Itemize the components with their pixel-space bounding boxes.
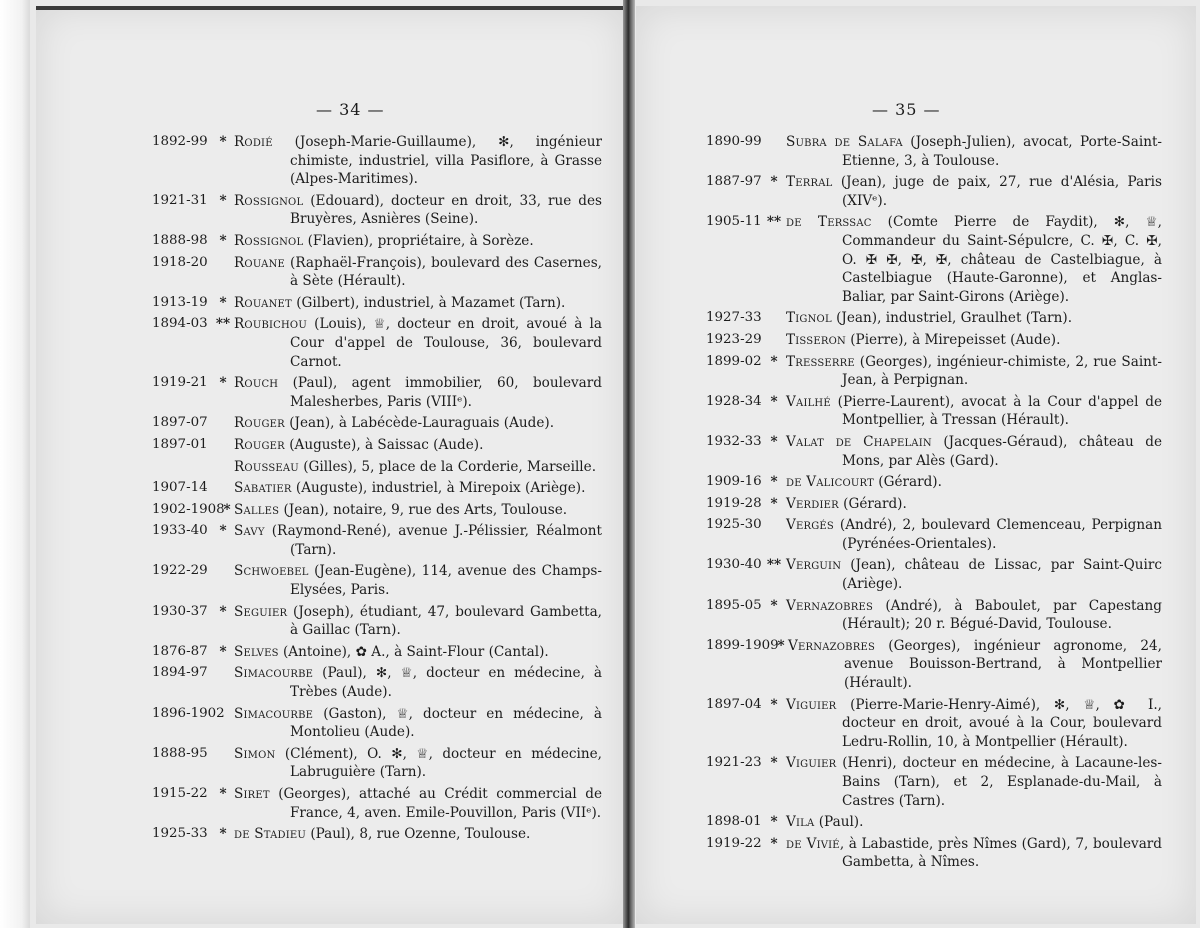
entry-name: Rouger <box>234 415 285 432</box>
entry-text <box>786 309 1162 328</box>
entry-details: (Comte Pierre de Faydit), ✻, ♕, Commandeur du Saint-Sépulcre, C. ✠, C. ✠, O. ✠ ✠, ✠, ✠, château de Castelbiague, à Castelbiague (Haute-Garonne), et Anglas-Baliar, par Saint-Girons (Ariège). <box>842 214 1162 305</box>
entry-text <box>234 232 602 251</box>
entry-years: 1907-14 <box>152 480 208 496</box>
entry-details: (Gérard). <box>838 495 907 512</box>
entry-text <box>786 133 1162 170</box>
entry-name: Simon <box>234 745 276 762</box>
entry-details: (Paul). <box>814 814 864 831</box>
entry-years: 1897-01 <box>152 436 208 452</box>
page-number: — 34 — <box>316 100 385 119</box>
entry-details: (André), 2, boulevard Clemenceau, Perpignan (Pyrénées-Orientales). <box>834 517 1162 552</box>
list-item <box>152 192 602 229</box>
list-item <box>152 745 602 782</box>
entry-name: Vernazobres <box>786 597 873 614</box>
list-item <box>706 393 1162 430</box>
entry-text <box>234 294 602 313</box>
entry-years: 1899-02 <box>706 353 762 369</box>
entry-name: Rossignol <box>234 192 304 209</box>
entry-years: 1892-99 <box>152 134 208 149</box>
entry-details: (Paul), 8, rue Ozenne, Toulouse. <box>306 826 531 843</box>
entry-text <box>234 501 602 520</box>
entry-mark: * <box>219 786 227 802</box>
list-item <box>706 597 1162 634</box>
entry-details: (Gaston), ♕, docteur en médecine, à Montolieu (Aude). <box>290 705 602 741</box>
entry-mark: * <box>777 637 785 654</box>
entry-years: 1896-1902 <box>152 705 225 721</box>
entry-details: (Auguste), industriel, à Mirepoix (Ariège). <box>291 480 586 497</box>
entry-text <box>234 133 602 189</box>
entry-years: 1927-33 <box>706 310 762 326</box>
entry-text <box>234 825 602 844</box>
entry-mark: * <box>770 597 778 614</box>
entry-details: (Raphaël-François), boulevard des Casernes, à Sète (Hérault). <box>285 254 602 290</box>
entry-mark: * <box>219 826 227 843</box>
list-item <box>706 309 1162 328</box>
list-item <box>152 643 602 662</box>
book-gutter <box>623 0 635 928</box>
entry-text <box>234 745 602 782</box>
entry-details: (Gilbert), industriel, à Mazamet (Tarn). <box>291 294 566 311</box>
entry-details: (Louis), ♕, docteur en droit, avoué à la Cour d'appel de Toulouse, 36, boulevard Carnot. <box>290 316 602 370</box>
list-item <box>152 785 602 822</box>
list-item <box>152 705 602 742</box>
entry-details: (Antoine), ✿ A., à Saint-Flour (Cantal). <box>278 643 549 660</box>
entry-mark: * <box>770 814 778 831</box>
entry-details: (Georges), ingénieur agronome, 24, avenue Bouisson-Bertrand, à Montpellier (Hérault). <box>844 637 1162 692</box>
right-page <box>636 6 1196 924</box>
entry-years: 1919-22 <box>706 835 762 851</box>
entry-text <box>234 458 602 477</box>
list-item <box>152 479 602 498</box>
entry-details: (Georges), attaché au Crédit commercial de France, 4, aven. Emile-Pouvillon, Paris (VIIᵉ). <box>269 786 602 821</box>
entry-mark: * <box>219 294 227 311</box>
list-item <box>152 562 602 599</box>
entry-mark: * <box>219 375 227 392</box>
entry-text <box>234 315 602 371</box>
entry-years: 1919-21 <box>152 375 208 391</box>
entry-text <box>786 597 1162 634</box>
entry-name: Salles <box>234 501 280 518</box>
entry-years: 1932-33 <box>706 433 762 449</box>
entry-name: Rouane <box>234 254 286 271</box>
list-item <box>152 825 602 844</box>
entry-years: 1919-28 <box>706 495 762 511</box>
entry-name: Rossignol <box>234 232 304 249</box>
entry-years: 1888-98 <box>152 232 208 248</box>
list-item <box>152 522 602 559</box>
entry-years: 1930-40 <box>706 557 762 573</box>
entry-name: de Terssac <box>786 214 872 231</box>
entry-details: (Paul), ✻, ♕, docteur en médecine, à Trèbes (Aude). <box>290 665 602 701</box>
entry-name: Viguier <box>786 755 837 772</box>
entry-details: (Joseph-Marie-Guillaume), ✻, ingénieur chimiste, industriel, villa Pasiflore, à Grasse (Alpes-Maritimes). <box>272 134 602 188</box>
list-item <box>706 813 1162 832</box>
entry-name: Viguier <box>786 696 837 713</box>
entry-details: (Flavien), propriétaire, à Sorèze. <box>303 232 534 249</box>
entry-text <box>786 754 1162 810</box>
entry-text <box>234 414 602 433</box>
entry-text <box>786 495 1162 514</box>
entry-mark: * <box>219 643 227 660</box>
entry-name: Savy <box>234 523 265 540</box>
list-item <box>706 173 1162 210</box>
entry-name: Subra de Salafa <box>786 134 903 150</box>
entry-name: Terral <box>786 174 833 191</box>
entry-years: 1921-23 <box>706 755 762 771</box>
entry-mark: * <box>770 174 778 191</box>
entry-text <box>786 556 1162 593</box>
entry-details: (Auguste), à Saissac (Aude). <box>284 436 484 453</box>
entry-years: 1922-29 <box>152 563 208 579</box>
entry-years: 1899-1909 <box>706 637 779 653</box>
entry-mark: * <box>770 433 778 450</box>
entry-mark: * <box>219 523 227 540</box>
entry-name: Schwoebel <box>234 563 309 580</box>
entry-text <box>234 785 602 822</box>
list-item <box>152 374 602 411</box>
entry-details: (Jean), juge de paix, 27, rue d'Alésia, Paris (XIVᵉ). <box>832 174 1162 209</box>
entry-text <box>786 353 1162 390</box>
list-item <box>706 331 1162 350</box>
directory-list <box>152 133 602 847</box>
entry-years: 1921-31 <box>152 192 208 208</box>
entry-years: 1913-19 <box>152 294 208 310</box>
entry-details: (Gilles), 5, place de la Corderie, Marseille. <box>298 458 597 475</box>
list-item <box>706 213 1162 306</box>
entry-details: (Paul), agent immobilier, 60, boulevard Malesherbes, Paris (VIIIᵉ). <box>278 375 602 410</box>
entry-years: 1890-99 <box>706 134 762 149</box>
entry-years: 1894-97 <box>152 665 208 681</box>
entry-details: (Pierre), à Mirepeisset (Aude). <box>845 331 1061 348</box>
entry-text <box>234 705 602 742</box>
entry-name: Rouanet <box>234 294 292 311</box>
entry-years: 1895-05 <box>706 597 762 613</box>
entry-name: de Stadieu <box>234 826 306 843</box>
list-item <box>152 414 602 433</box>
entry-details: (Joseph-Julien), avocat, Porte-Saint-Etienne, 3, à Toulouse. <box>842 134 1162 169</box>
entry-name: Vailhé <box>786 393 831 410</box>
entry-mark: * <box>770 474 778 491</box>
entry-mark: * <box>770 353 778 370</box>
entry-years: 1905-11 <box>706 214 762 230</box>
entry-name: Rousseau <box>234 458 299 475</box>
entry-text <box>786 393 1162 430</box>
entry-text <box>786 473 1162 492</box>
entry-mark: * <box>223 501 231 518</box>
entry-years: 1918-20 <box>152 254 208 270</box>
entry-name: de Valicourt <box>786 474 874 491</box>
entry-mark: * <box>219 134 227 150</box>
directory-list <box>706 133 1162 875</box>
entry-mark: * <box>770 495 778 512</box>
list-item <box>706 835 1162 872</box>
entry-details: (André), à Baboulet, par Capestang (Hérault); 20 r. Bégué-David, Toulouse. <box>842 597 1162 633</box>
entry-years: 1897-04 <box>706 696 762 712</box>
entry-name: Roubichou <box>234 316 307 333</box>
entry-mark: ** <box>766 557 782 574</box>
entry-name: Rodié <box>234 134 273 150</box>
entry-details: (Raymond-René), avenue J.-Pélissier, Réalmont (Tarn). <box>264 523 602 558</box>
page-number: — 35 — <box>872 100 941 119</box>
list-item <box>706 516 1162 553</box>
entry-text <box>234 562 602 599</box>
entry-name: Tresserre <box>786 353 855 370</box>
entry-name: Simacourbe <box>234 705 314 722</box>
entry-text <box>786 696 1162 752</box>
entry-mark: ** <box>215 316 231 333</box>
entry-mark: ** <box>766 214 782 231</box>
entry-details: (Jean), à Labécède-Lauraguais (Aude). <box>284 415 555 432</box>
entry-years: 1898-01 <box>706 814 762 830</box>
list-item <box>152 232 602 251</box>
entry-details: (Jean), notaire, 9, rue des Arts, Toulouse. <box>279 501 568 518</box>
entry-name: Verdier <box>786 495 839 512</box>
entry-mark: * <box>219 603 227 620</box>
entry-years: 1915-22 <box>152 786 208 801</box>
entry-years: 1925-30 <box>706 517 762 533</box>
entry-name: Seguier <box>234 603 288 620</box>
entry-text <box>234 374 602 411</box>
entry-name: Tisseron <box>786 331 846 348</box>
list-item <box>706 637 1162 693</box>
entry-text <box>786 173 1162 210</box>
entry-name: Rouger <box>234 436 285 453</box>
entry-years: 1923-29 <box>706 331 762 347</box>
entry-text <box>234 436 602 455</box>
list-item <box>152 603 602 640</box>
entry-text <box>234 192 602 229</box>
entry-details: (Jean), industriel, Graulhet (Tarn). <box>831 310 1073 327</box>
entry-years: 1925-33 <box>152 826 208 842</box>
entry-mark: * <box>770 393 778 410</box>
entry-mark: * <box>219 232 227 249</box>
entry-mark: * <box>770 835 778 852</box>
entry-years: 1909-16 <box>706 474 762 490</box>
list-item <box>152 501 602 520</box>
entry-name: Selves <box>234 643 279 660</box>
list-item <box>152 254 602 291</box>
entry-details: (Pierre-Laurent), avocat à la Cour d'appel de Montpellier, à Tressan (Hérault). <box>830 393 1162 429</box>
entry-details: (Clément), O. ✻, ♕, docteur en médecine, Labruguière (Tarn). <box>275 745 602 781</box>
entry-mark: * <box>770 696 778 713</box>
entry-years: 1888-95 <box>152 745 208 761</box>
entry-text <box>234 664 602 701</box>
entry-name: Siret <box>234 786 270 802</box>
entry-name: Valat de Chapelain <box>786 433 932 450</box>
list-item <box>706 495 1162 514</box>
entry-text <box>788 637 1162 693</box>
list-item <box>152 436 602 455</box>
entry-text <box>234 603 602 640</box>
entry-name: Verguin <box>786 557 842 574</box>
entry-name: Simacourbe <box>234 665 314 682</box>
entry-details: (Jean-Eugène), 114, avenue des Champs-Elysées, Paris. <box>290 563 602 599</box>
list-item <box>706 473 1162 492</box>
list-item <box>706 696 1162 752</box>
list-item <box>152 315 602 371</box>
entry-name: Tignol <box>786 310 832 327</box>
entry-text <box>234 643 602 662</box>
entry-text <box>786 835 1162 872</box>
left-page <box>36 6 626 924</box>
list-item <box>706 754 1162 810</box>
list-item <box>152 133 602 189</box>
entry-years: 1897-07 <box>152 415 208 431</box>
entry-details: (Joseph), étudiant, 47, boulevard Gambetta, à Gaillac (Tarn). <box>287 603 602 639</box>
list-item <box>706 556 1162 593</box>
entry-name: Rouch <box>234 375 279 392</box>
entry-years: 1930-37 <box>152 603 208 619</box>
entry-years: 1894-03 <box>152 316 208 332</box>
entry-years: 1902-1908 <box>152 501 225 517</box>
entry-text <box>234 254 602 291</box>
entry-text <box>234 522 602 559</box>
entry-years: 1876-87 <box>152 643 208 659</box>
entry-text <box>786 433 1162 470</box>
entry-details: (Pierre-Marie-Henry-Aimé), ✻, ♕, ✿ I., docteur en droit, avoué à la Cour, boulevard Ledru-Rollin, 10, à Montpellier (Hérault). <box>836 696 1162 750</box>
entry-details: (Jacques-Géraud), château de Mons, par Alès (Gard). <box>842 433 1162 469</box>
entry-years: 1933-40 <box>152 523 208 539</box>
entry-text <box>786 213 1162 306</box>
entry-name: Sabatier <box>234 480 292 497</box>
list-item <box>706 353 1162 390</box>
entry-mark: * <box>219 192 227 209</box>
entry-details: (Henri), docteur en médecine, à Lacaune-les-Bains (Tarn), et 2, Esplanade-du-Mail, à Castres (Tarn). <box>836 755 1162 809</box>
list-item <box>152 458 602 477</box>
entry-name: Vila <box>786 814 815 831</box>
entry-name: Vergés <box>786 517 834 534</box>
entry-details: (Gérard). <box>873 474 942 491</box>
entry-text <box>786 331 1162 350</box>
list-item <box>706 133 1162 170</box>
entry-years: 1887-97 <box>706 174 762 190</box>
entry-details: , à Labastide, près Nîmes (Gard), 7, boulevard Gambetta, à Nîmes. <box>839 835 1162 871</box>
entry-years: 1928-34 <box>706 393 762 409</box>
entry-details: (Georges), ingénieur-chimiste, 2, rue Saint-Jean, à Perpignan. <box>842 353 1162 389</box>
entry-name: Vernazobres <box>788 637 875 654</box>
entry-name: de Vivié <box>786 835 840 852</box>
entry-text <box>786 813 1162 832</box>
entry-text <box>234 479 602 498</box>
entry-text <box>786 516 1162 553</box>
entry-details: (Jean), château de Lissac, par Saint-Quirc (Ariège). <box>841 557 1162 593</box>
entry-details: (Edouard), docteur en droit, 33, rue des Bruyères, Asnières (Seine). <box>290 192 602 228</box>
list-item <box>152 294 602 313</box>
list-item <box>706 433 1162 470</box>
list-item <box>152 664 602 701</box>
entry-mark: * <box>770 755 778 772</box>
